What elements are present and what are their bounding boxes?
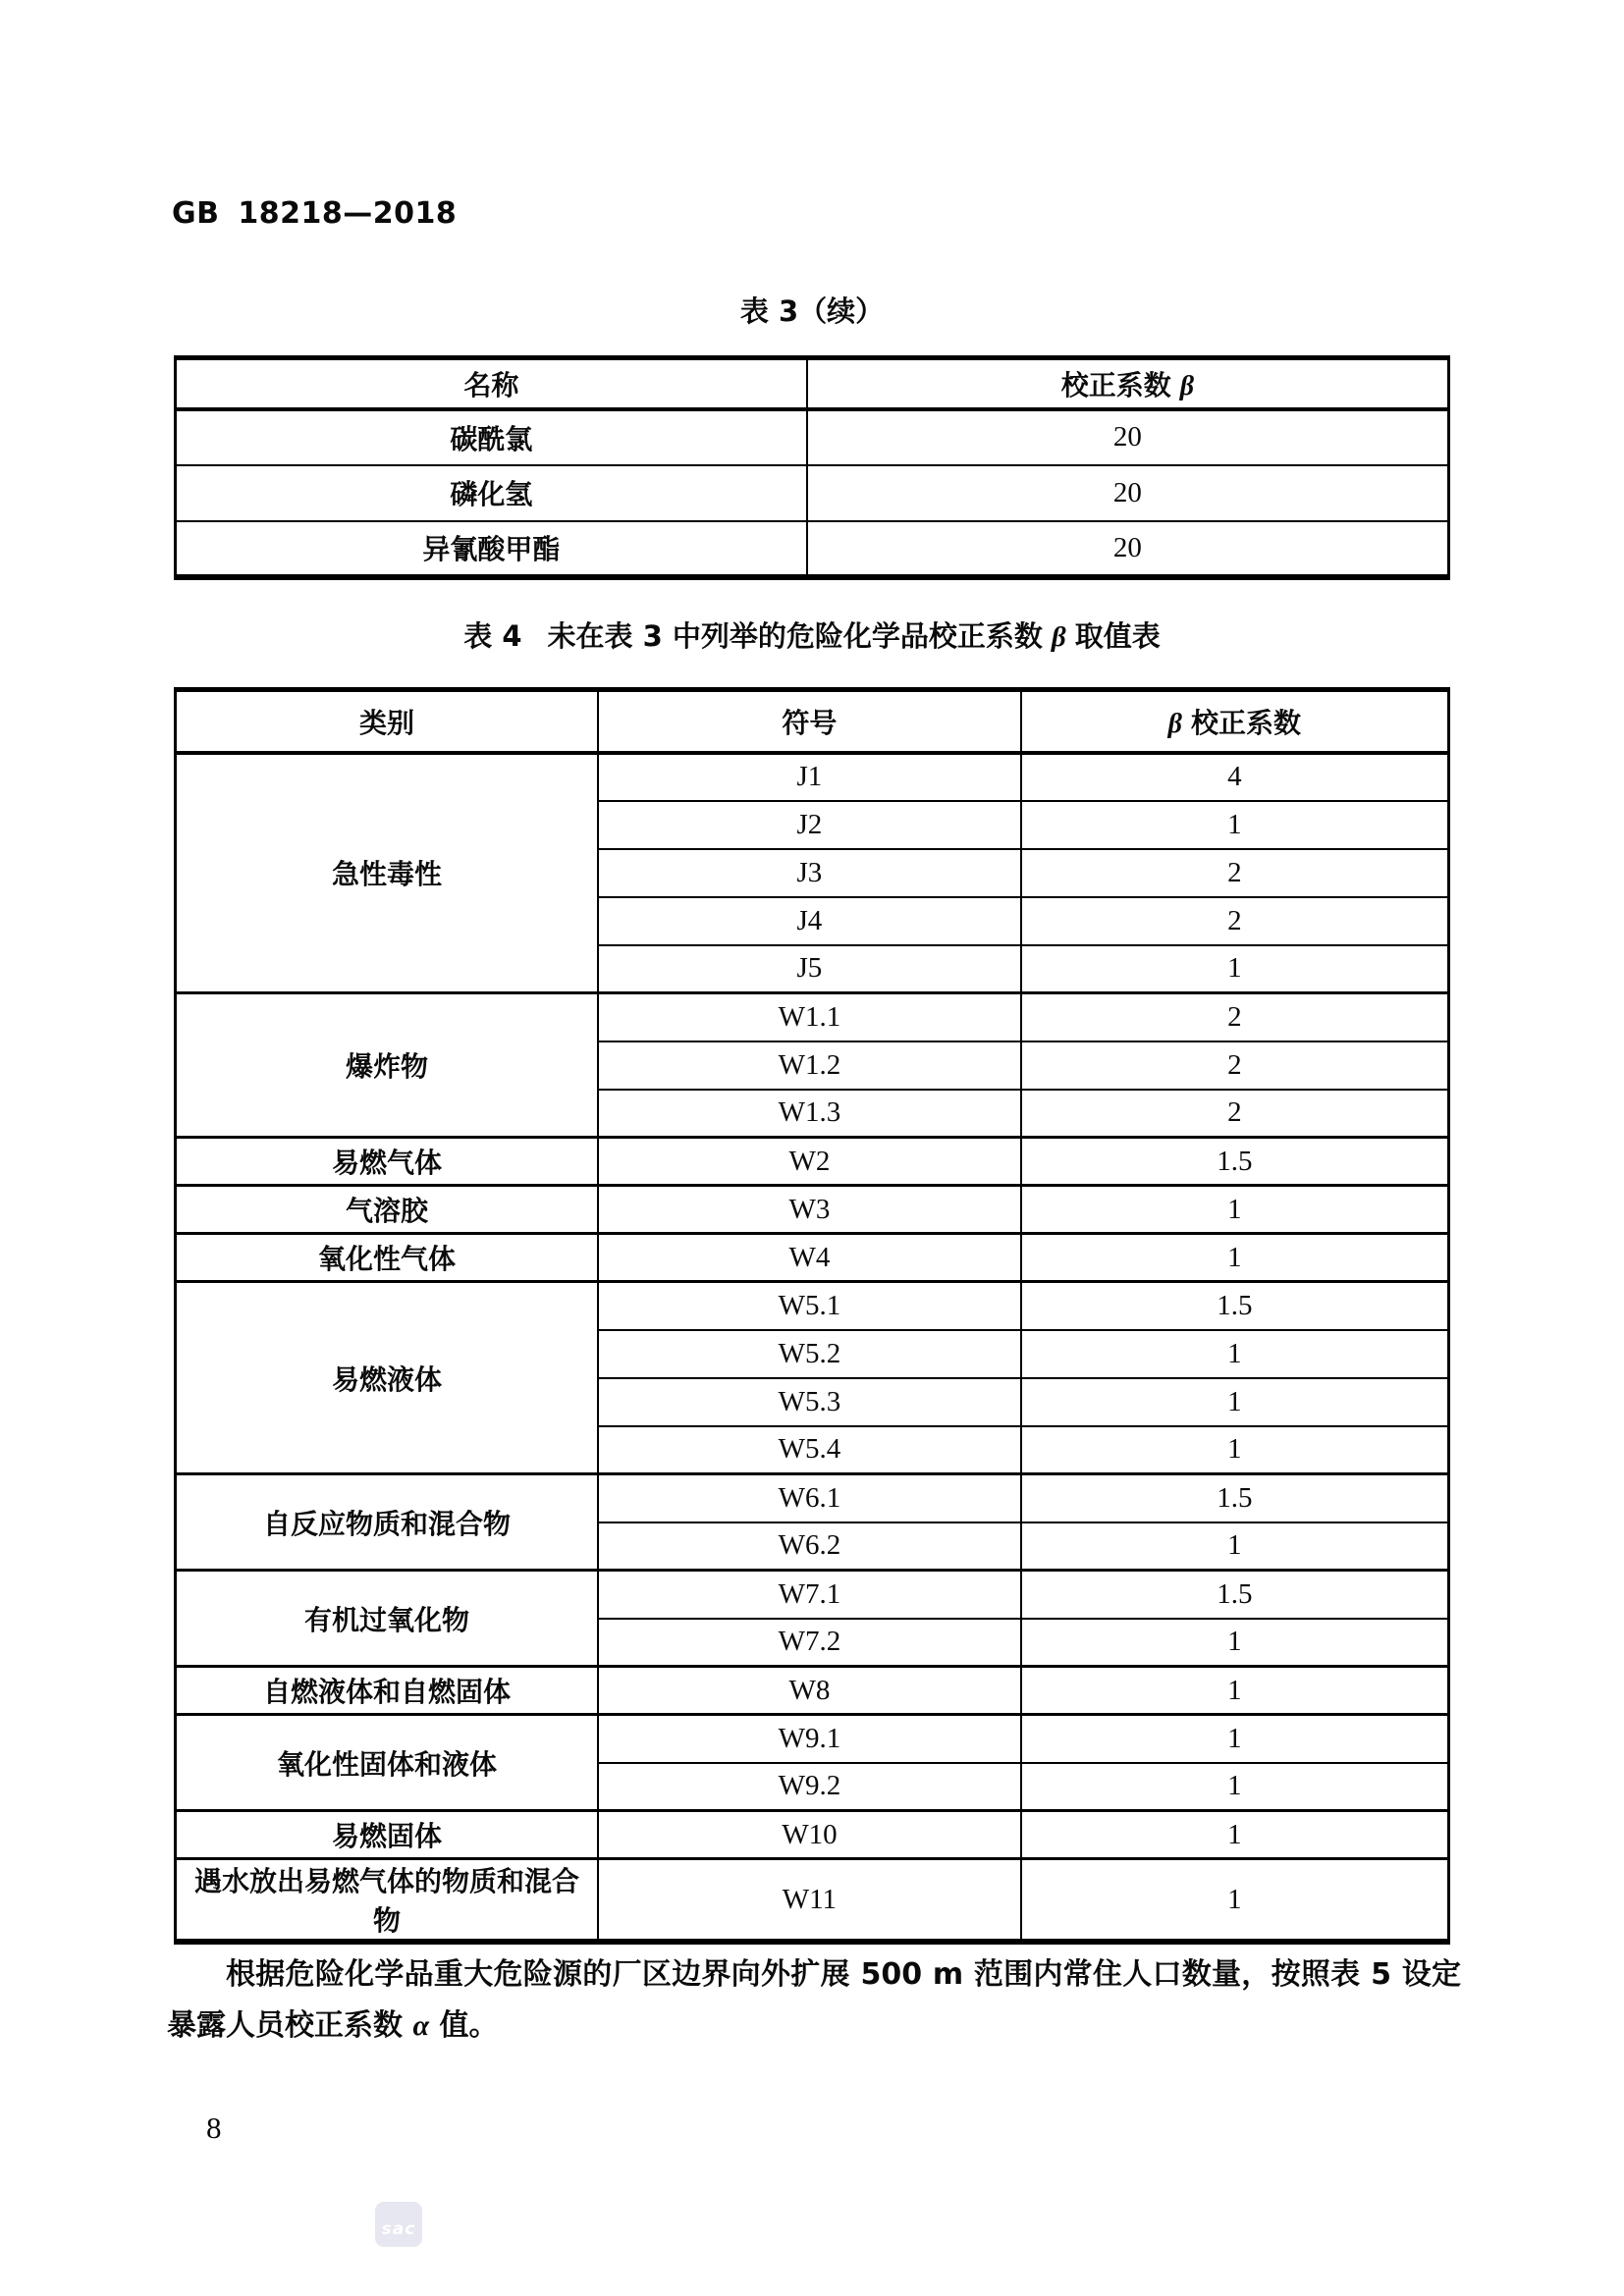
category-cell: 易燃固体 <box>176 1811 599 1859</box>
beta-value-cell: 1.5 <box>1021 1571 1449 1619</box>
symbol-cell: W1.1 <box>598 993 1021 1041</box>
symbol-cell: J3 <box>598 849 1021 897</box>
beta-value-cell: 1 <box>1021 1715 1449 1763</box>
symbol-cell: W4 <box>598 1234 1021 1282</box>
table-row <box>176 1715 1449 1763</box>
table4-title-suffix: 取值表 <box>1074 619 1161 653</box>
category-cell: 易燃气体 <box>176 1138 599 1186</box>
table-row <box>176 1234 1449 1282</box>
table-row <box>176 753 1449 801</box>
beta-symbol: β <box>1179 370 1195 401</box>
category-cell: 自燃液体和自燃固体 <box>176 1667 599 1715</box>
table-row <box>176 1859 1449 1943</box>
symbol-cell: W1.2 <box>598 1041 1021 1090</box>
table3-body <box>176 409 1449 577</box>
table4 <box>174 687 1450 1945</box>
factor-cell: 20 <box>807 409 1449 465</box>
column-header-name <box>176 358 807 409</box>
column-header-beta-factor <box>1021 690 1449 753</box>
column-header-category <box>176 690 599 753</box>
column-header-name-label: 名称 <box>463 368 519 401</box>
table-row <box>176 521 1449 577</box>
beta-value-cell: 1.5 <box>1021 1138 1449 1186</box>
beta-value-cell: 2 <box>1021 1041 1449 1090</box>
symbol-cell: W7.2 <box>598 1619 1021 1667</box>
table-header-row <box>176 358 1449 409</box>
symbol-cell: J1 <box>598 753 1021 801</box>
sac-watermark-logo <box>375 2202 422 2247</box>
category-cell: 急性毒性 <box>176 753 599 993</box>
symbol-cell: W8 <box>598 1667 1021 1715</box>
symbol-cell: W3 <box>598 1186 1021 1234</box>
symbol-cell: W11 <box>598 1859 1021 1943</box>
category-cell: 易燃液体 <box>176 1282 599 1474</box>
name-cell: 碳酰氯 <box>176 409 807 465</box>
category-cell: 自反应物质和混合物 <box>176 1474 599 1571</box>
category-cell: 氧化性气体 <box>176 1234 599 1282</box>
table-row <box>176 1571 1449 1619</box>
category-cell: 遇水放出易燃气体的物质和混合物 <box>176 1859 599 1943</box>
table-row <box>176 993 1449 1041</box>
table-row <box>176 409 1449 465</box>
table-row <box>176 1282 1449 1330</box>
symbol-cell: J5 <box>598 945 1021 993</box>
table4-title-label: 表 4 <box>463 619 522 653</box>
table4-title <box>174 614 1450 655</box>
sac-watermark-text: sac <box>381 2219 416 2239</box>
table3-header <box>176 358 1449 409</box>
beta-value-cell: 1 <box>1021 1234 1449 1282</box>
column-header-correction-factor <box>807 358 1449 409</box>
table-row <box>176 465 1449 521</box>
table3 <box>174 355 1450 580</box>
symbol-cell: W5.4 <box>598 1426 1021 1474</box>
beta-value-cell: 1 <box>1021 1667 1449 1715</box>
factor-cell: 20 <box>807 521 1449 577</box>
beta-value-cell: 1 <box>1021 1426 1449 1474</box>
table4-body <box>176 753 1449 1943</box>
beta-value-cell: 1 <box>1021 1330 1449 1378</box>
beta-value-cell: 2 <box>1021 1090 1449 1138</box>
table4-header <box>176 690 1449 753</box>
page-number: 8 <box>206 2110 222 2145</box>
beta-value-cell: 4 <box>1021 753 1449 801</box>
symbol-cell: W10 <box>598 1811 1021 1859</box>
beta-value-cell: 1 <box>1021 1522 1449 1571</box>
category-cell: 气溶胶 <box>176 1186 599 1234</box>
symbol-cell: W7.1 <box>598 1571 1021 1619</box>
symbol-cell: W9.2 <box>598 1763 1021 1811</box>
symbol-cell: W6.1 <box>598 1474 1021 1522</box>
column-header-factor-label: 校正系数 <box>1060 368 1171 401</box>
table-row <box>176 1186 1449 1234</box>
table3-title: 表 3（续） <box>739 294 885 328</box>
table4-title-text: 未在表 3 中列举的危险化学品校正系数 <box>547 619 1043 653</box>
table-row <box>176 1138 1449 1186</box>
beta-value-cell: 1 <box>1021 1186 1449 1234</box>
beta-symbol: β <box>1051 621 1066 653</box>
beta-value-cell: 1 <box>1021 1378 1449 1426</box>
alpha-symbol: α <box>412 2009 430 2042</box>
beta-value-cell: 1 <box>1021 1859 1449 1943</box>
symbol-cell: W9.1 <box>598 1715 1021 1763</box>
symbol-cell: W2 <box>598 1138 1021 1186</box>
table-row <box>176 1474 1449 1522</box>
symbol-cell: W1.3 <box>598 1090 1021 1138</box>
column-header-beta-factor-label: 校正系数 <box>1191 706 1302 739</box>
name-cell: 磷化氢 <box>176 465 807 521</box>
beta-value-cell: 1 <box>1021 1763 1449 1811</box>
beta-value-cell: 2 <box>1021 993 1449 1041</box>
beta-value-cell: 2 <box>1021 897 1449 945</box>
symbol-cell: W5.1 <box>598 1282 1021 1330</box>
beta-value-cell: 1.5 <box>1021 1282 1449 1330</box>
factor-cell: 20 <box>807 465 1449 521</box>
beta-value-cell: 1.5 <box>1021 1474 1449 1522</box>
name-cell: 异氰酸甲酯 <box>176 521 807 577</box>
table-row <box>176 1811 1449 1859</box>
paragraph-text: 根据危险化学品重大危险源的厂区边界向外扩展 500 m 范围内常住人口数量，按照表 5 设定暴露人员校正系数 <box>167 1957 1461 2043</box>
standard-code: GB 18218—2018 <box>172 196 458 231</box>
category-cell: 有机过氧化物 <box>176 1571 599 1667</box>
body-paragraph <box>167 1949 1461 2052</box>
column-header-category-label: 类别 <box>359 706 415 739</box>
beta-symbol: β <box>1167 708 1182 739</box>
column-header-symbol <box>598 690 1021 753</box>
beta-value-cell: 1 <box>1021 801 1449 849</box>
category-cell: 爆炸物 <box>176 993 599 1138</box>
table-header-row <box>176 690 1449 753</box>
beta-value-cell: 2 <box>1021 849 1449 897</box>
symbol-cell: W5.3 <box>598 1378 1021 1426</box>
paragraph-text: 值。 <box>429 2008 499 2043</box>
column-header-symbol-label: 符号 <box>782 706 838 739</box>
beta-value-cell: 1 <box>1021 1811 1449 1859</box>
category-cell: 氧化性固体和液体 <box>176 1715 599 1811</box>
symbol-cell: W6.2 <box>598 1522 1021 1571</box>
table-row <box>176 1667 1449 1715</box>
symbol-cell: W5.2 <box>598 1330 1021 1378</box>
beta-value-cell: 1 <box>1021 945 1449 993</box>
symbol-cell: J2 <box>598 801 1021 849</box>
symbol-cell: J4 <box>598 897 1021 945</box>
beta-value-cell: 1 <box>1021 1619 1449 1667</box>
